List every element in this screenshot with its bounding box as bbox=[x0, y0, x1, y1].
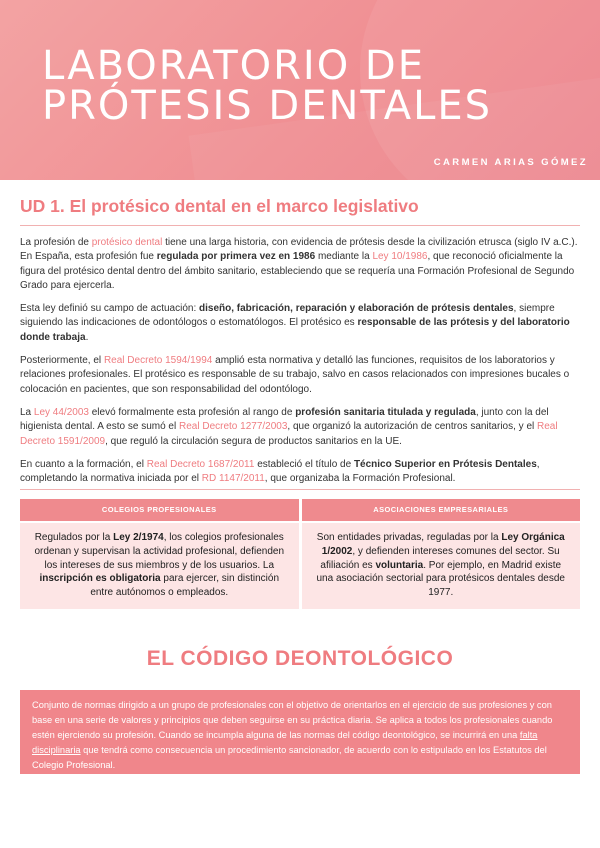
law-reference: Ley 10/1986 bbox=[372, 251, 428, 263]
column-header: ASOCIACIONES EMPRESARIALES bbox=[302, 499, 581, 521]
column-header: COLEGIOS PROFESIONALES bbox=[20, 499, 299, 521]
law-reference: Real Decreto 1277/2003 bbox=[179, 421, 288, 433]
author-name: CARMEN ARIAS GÓMEZ bbox=[433, 157, 588, 168]
divider bbox=[20, 225, 580, 226]
law-reference: Real Decreto 1591/2009 bbox=[20, 421, 558, 447]
table-column-asociaciones bbox=[302, 499, 581, 609]
header-banner bbox=[0, 0, 600, 180]
paragraph: Esta ley definió su campo de actuación: diseño, fabricación, reparación y elaboración de prótesis dentales, siempre siguiendo las indicaciones de odontólogos o estomatólogos. El protésico es responsable de las prótesis y del laboratorio donde trabaja. bbox=[20, 303, 570, 343]
falta-disciplinaria-link[interactable]: falta disciplinaria bbox=[32, 730, 538, 755]
paragraph: La profesión de protésico dental tiene una larga historia, con evidencia de prótesis desde la civilización etrusca (siglo IV a.C.). En España, esta profesión fue regulada por primera vez en 1986 mediante la Ley 10/1986, que reconoció oficialmente la figura del protésico dental dentro del ámbito sanitario, estableciendo que se requería una Formación Profesional de Segundo Grado para ejercerla. bbox=[20, 237, 578, 291]
law-reference: RD 1147/2011 bbox=[201, 473, 265, 485]
law-reference: Real Decreto 1594/1994 bbox=[103, 355, 213, 367]
section-title: EL CÓDIGO DEONTOLÓGICO bbox=[146, 647, 454, 670]
divider bbox=[20, 489, 580, 490]
unit-title: UD 1. El protésico dental en el marco legislativo bbox=[20, 196, 419, 216]
highlight-term: protésico dental bbox=[91, 237, 163, 248]
definition-box: Conjunto de normas dirigido a un grupo de profesionales con el objetivo de orientarlos en el ejercicio de sus profesiones y con base en una serie de valores y principios que deben seguirse en su práctica diaria. Se aplica a todos los profesionales cuando estén ejerciendo su profesión. Cuando se incumpla alguna de las normas del código deontológico, se incurrirá en una falta disciplinaria que tendrá como consecuencia un procedimiento sancionador, de acuerdo con lo estipulado en los Estatutos del Colegio Profesional. bbox=[20, 690, 580, 774]
column-body: Son entidades privadas, reguladas por la Ley Orgánica 1/2002, y defienden intereses comunes del sector. Su afiliación es voluntaria. Por ejemplo, en Madrid existe una asociación sectorial para protésicos dentales desde 1977. bbox=[302, 523, 581, 609]
paragraph: En cuanto a la formación, el Real Decreto 1687/2011 estableció el título de Técnico Superior en Prótesis Dentales, completando la normativa iniciada por el RD 1147/2011, que organizaba la Formación Profesional. bbox=[20, 458, 540, 485]
main-content bbox=[20, 236, 580, 495]
paragraph: La Ley 44/2003 elevó formalmente esta profesión al rango de profesión sanitaria titulada y regulada, junto con la del higienista dental. A esto se sumó el Real Decreto 1277/2003, que organizó la autorización de centros sanitarios, y el Real Decreto 1591/2009, que reguló la circulación segura de productos sanitarios en la UE. bbox=[20, 406, 558, 447]
document-title: LABORATORIO DE PRÓTESIS DENTALES bbox=[42, 43, 493, 129]
table-column-colegios bbox=[20, 499, 299, 609]
column-body: Regulados por la Ley 2/1974, los colegios profesionales ordenan y supervisan la actividad profesional, defienden los intereses de sus miembros y de los usuarios. La inscripción es obligatoria para ejercer, sin distinción entre autónomos o empleados. bbox=[20, 523, 299, 609]
comparison-table bbox=[20, 499, 580, 609]
law-reference: Ley 44/2003 bbox=[33, 406, 89, 418]
law-reference: Real Decreto 1687/2011 bbox=[146, 458, 255, 470]
paragraph: Posteriormente, el Real Decreto 1594/1994 amplió esta normativa y detalló las funciones, requisitos de los laboratorios y relaciones profesionales. El protésico es responsable de su trabajo, salvo en casos relacionados con impresiones bucales o colocación en pacientes, que son responsabilidad del odontólogo. bbox=[20, 355, 570, 395]
